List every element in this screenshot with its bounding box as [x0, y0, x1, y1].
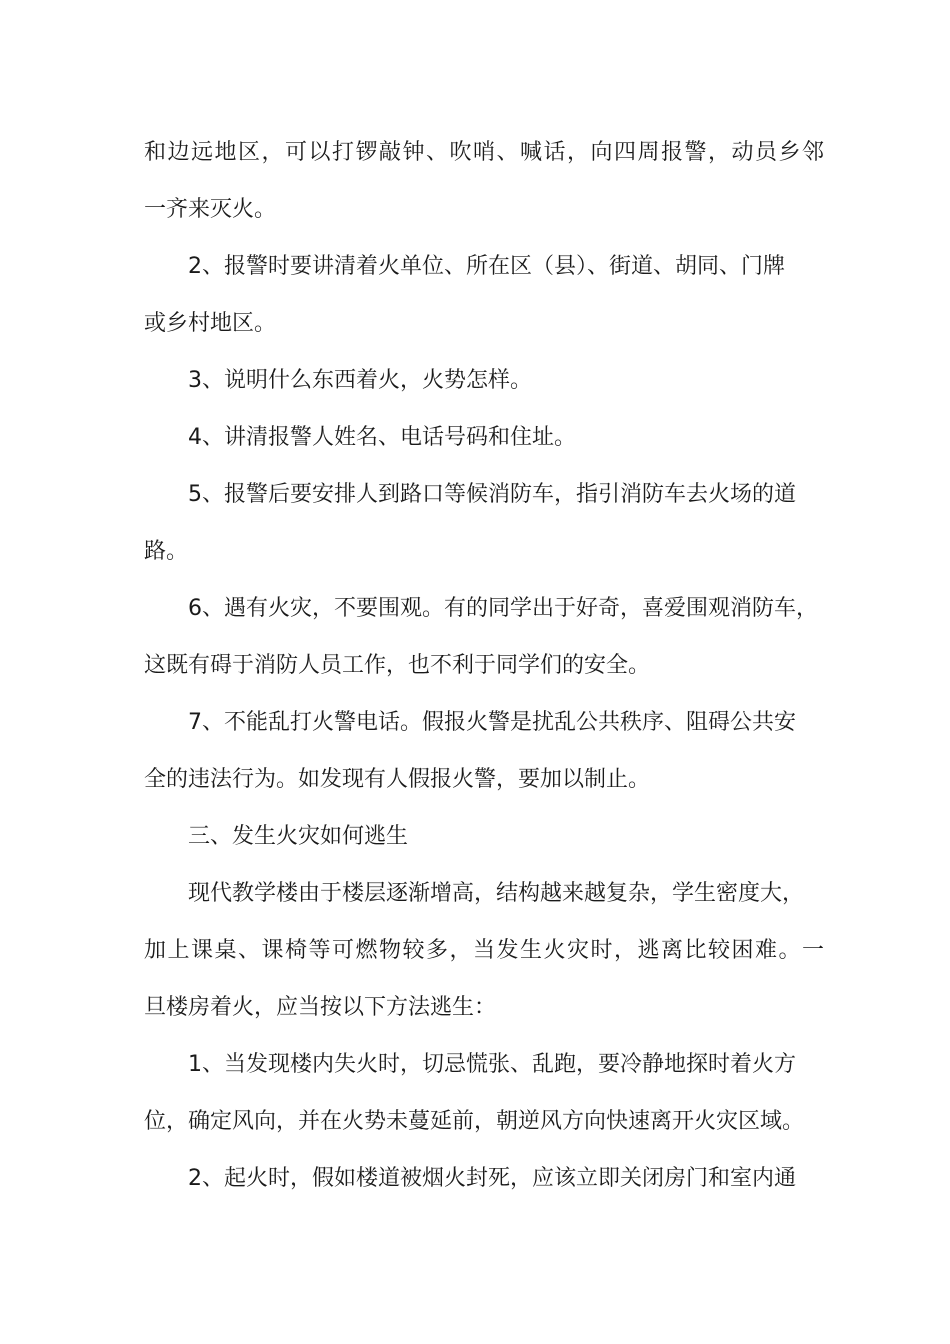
- list-item-line: 3、说明什么东西着火，火势怎样。: [188, 368, 532, 393]
- section-heading: 三、发生火灾如何逃生: [188, 824, 409, 849]
- list-item-line: 4、讲清报警人姓名、电话号码和住址。: [188, 425, 576, 450]
- paragraph-line: 路。: [144, 539, 189, 564]
- list-item-line: 6、遇有火灾，不要围观。有的同学出于好奇，喜爱围观消防车，: [188, 596, 818, 621]
- paragraph-line: 现代教学楼由于楼层逐渐增高，结构越来越复杂，学生密度大，: [188, 881, 805, 906]
- list-item-line: 2、报警时要讲清着火单位、所在区（县）、街道、胡同、门牌: [188, 254, 785, 279]
- paragraph-line: 或乡村地区。: [144, 311, 277, 336]
- paragraph-line: 加上课桌、课椅等可燃物较多，当发生火灾时，逃离比较困难。一: [144, 938, 824, 963]
- paragraph-line: 这既有碍于消防人员工作，也不利于同学们的安全。: [144, 653, 651, 678]
- list-item-line: 7、不能乱打火警电话。假报火警是扰乱公共秩序、阻碍公共安: [188, 710, 796, 735]
- paragraph-line: 一齐来灭火。: [144, 197, 277, 222]
- paragraph-line: 旦楼房着火，应当按以下方法逃生：: [144, 995, 497, 1020]
- paragraph-line: 全的违法行为。如发现有人假报火警，要加以制止。: [144, 767, 651, 792]
- paragraph-line: 和边远地区，可以打锣敲钟、吹哨、喊话，向四周报警，动员乡邻: [144, 140, 824, 165]
- list-item-line: 5、报警后要安排人到路口等候消防车，指引消防车去火场的道: [188, 482, 796, 507]
- paragraph-line: 位，确定风向，并在火势未蔓延前，朝逆风方向快速离开火灾区域。: [144, 1109, 805, 1134]
- list-item-line: 1、当发现楼内失火时，切忌慌张、乱跑，要冷静地探时着火方: [188, 1052, 796, 1077]
- list-item-line: 2、起火时，假如楼道被烟火封死，应该立即关闭房门和室内通: [188, 1166, 796, 1191]
